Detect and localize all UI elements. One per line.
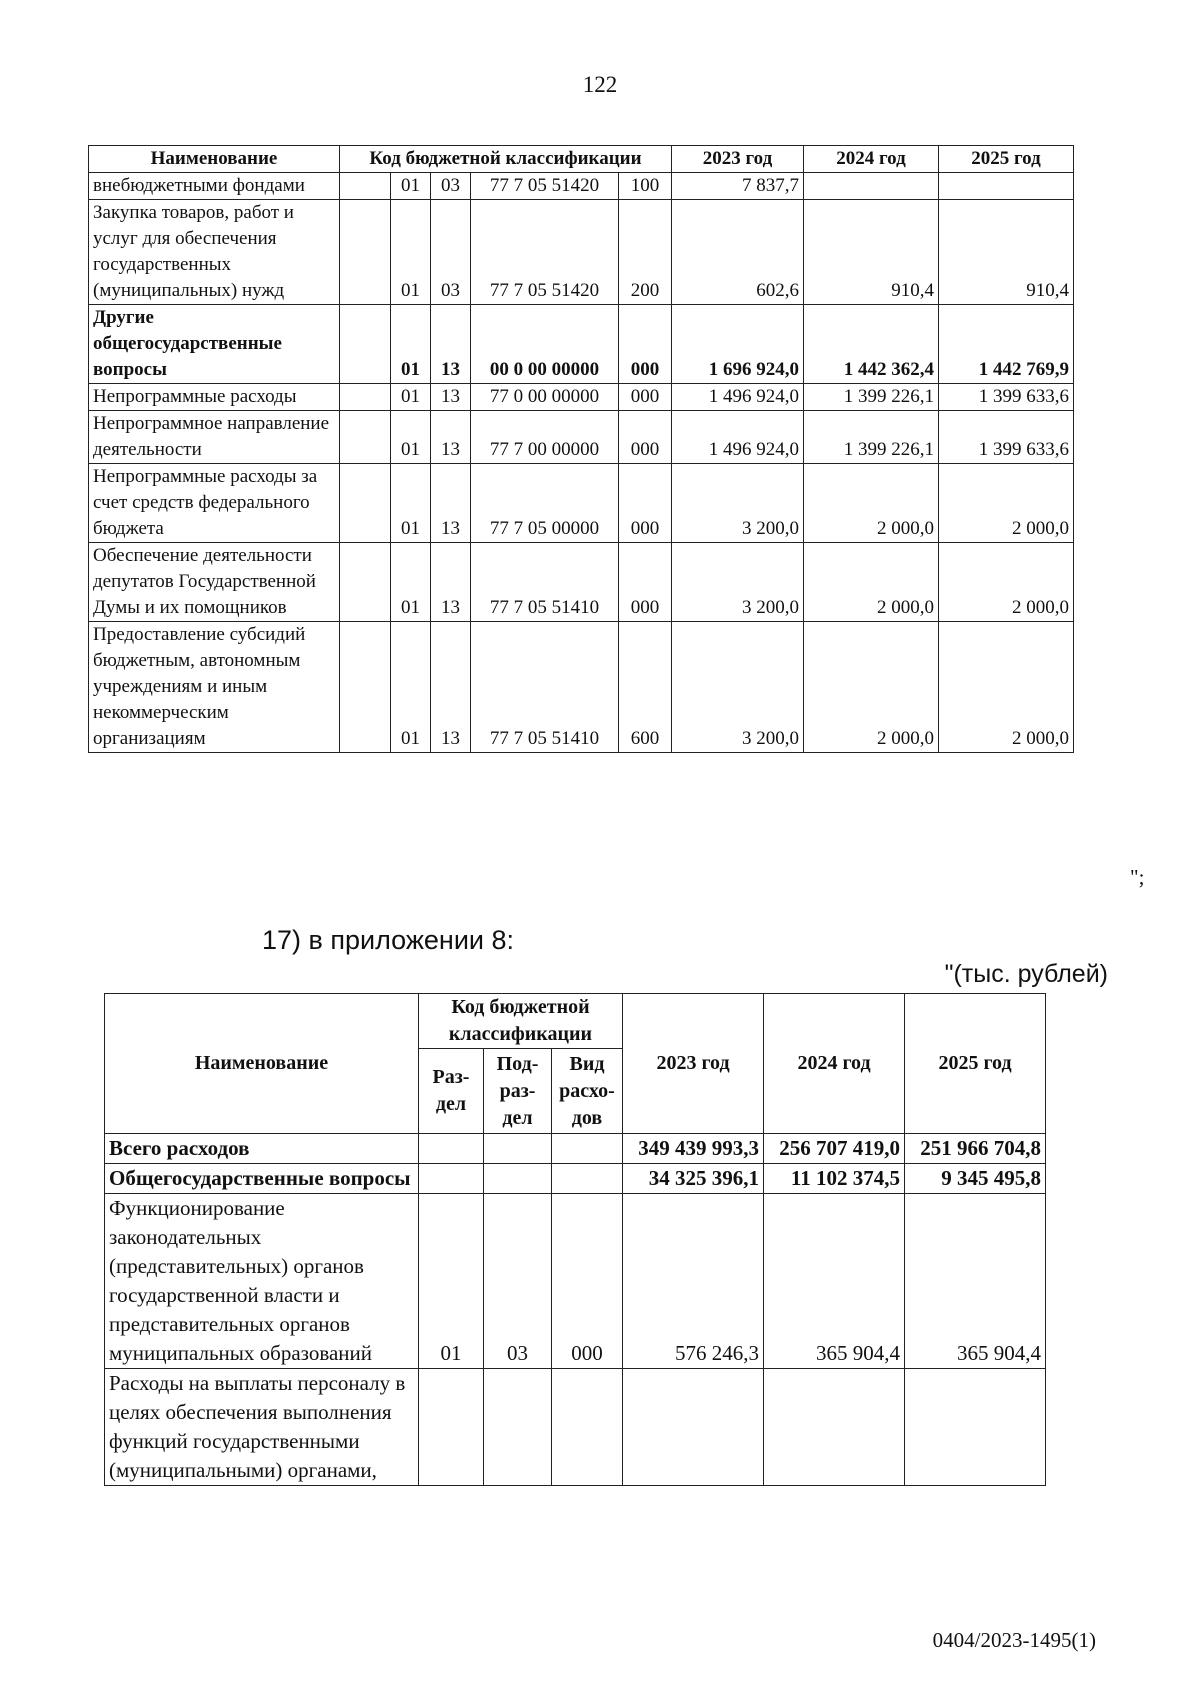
row-2024: 2 000,0 bbox=[804, 622, 939, 753]
header-2024: 2024 год bbox=[804, 146, 939, 173]
row-podrazdel: 13 bbox=[431, 464, 471, 543]
row-2023: 1 496 924,0 bbox=[672, 411, 804, 464]
empty-cell bbox=[340, 543, 391, 622]
row-2023: 602,6 bbox=[672, 200, 804, 305]
row-podrazdel: 03 bbox=[431, 200, 471, 305]
t2-header-2023: 2023 год bbox=[623, 994, 764, 1134]
row-2024: 1 399 226,1 bbox=[804, 384, 939, 411]
row-csr: 77 7 05 51420 bbox=[471, 173, 619, 200]
budget-table-1 bbox=[88, 145, 1074, 753]
row-razdel: 01 bbox=[391, 543, 431, 622]
t2-header-podrazdel: Под-раз-дел bbox=[484, 1049, 552, 1134]
table-row bbox=[89, 622, 1074, 753]
row-2025: 251 966 704,8 bbox=[905, 1134, 1046, 1164]
row-name: Расходы на выплаты персоналу в целях обеспечения выполнения функций государственными (муниципальными) органами, bbox=[105, 1369, 419, 1486]
row-csr: 77 0 00 00000 bbox=[471, 384, 619, 411]
empty-cell bbox=[340, 411, 391, 464]
row-2024 bbox=[804, 173, 939, 200]
row-podrazdel: 13 bbox=[431, 543, 471, 622]
row-2023: 3 200,0 bbox=[672, 464, 804, 543]
row-csr: 77 7 05 51420 bbox=[471, 200, 619, 305]
row-csr: 77 7 05 51410 bbox=[471, 543, 619, 622]
row-vr: 000 bbox=[619, 464, 672, 543]
row-name: Предоставление субсидий бюджетным, автономным учреждениям и иным некоммерческим организациям bbox=[89, 622, 340, 753]
row-vr: 000 bbox=[619, 411, 672, 464]
row-2025: 2 000,0 bbox=[939, 464, 1074, 543]
row-podrazdel bbox=[484, 1134, 552, 1164]
t2-header-code: Код бюджетной классификации bbox=[419, 994, 623, 1049]
row-name: Обеспечение деятельности депутатов Государственной Думы и их помощников bbox=[89, 543, 340, 622]
row-2025: 1 399 633,6 bbox=[939, 411, 1074, 464]
row-vr: 200 bbox=[619, 200, 672, 305]
row-vr: 100 bbox=[619, 173, 672, 200]
row-razdel: 01 bbox=[391, 200, 431, 305]
row-2023: 1 496 924,0 bbox=[672, 384, 804, 411]
row-name: Другие общегосударственные вопросы bbox=[89, 305, 340, 384]
row-2025: 2 000,0 bbox=[939, 622, 1074, 753]
empty-cell bbox=[340, 384, 391, 411]
header-name: Наименование bbox=[89, 146, 340, 173]
row-2023 bbox=[623, 1369, 764, 1486]
row-razdel: 01 bbox=[391, 384, 431, 411]
row-razdel: 01 bbox=[391, 464, 431, 543]
row-2023: 576 246,3 bbox=[623, 1194, 764, 1369]
empty-cell bbox=[340, 464, 391, 543]
row-razdel: 01 bbox=[419, 1194, 484, 1369]
row-2025: 9 345 495,8 bbox=[905, 1164, 1046, 1194]
row-vr: 000 bbox=[619, 543, 672, 622]
row-2024: 2 000,0 bbox=[804, 543, 939, 622]
table-row bbox=[89, 543, 1074, 622]
table-row bbox=[89, 305, 1074, 384]
row-2024: 256 707 419,0 bbox=[764, 1134, 905, 1164]
row-name: Непрограммное направление деятельности bbox=[89, 411, 340, 464]
document-code: 0404/2023-1495(1) bbox=[932, 1628, 1096, 1652]
row-name: Всего расходов bbox=[105, 1134, 419, 1164]
row-2025 bbox=[905, 1369, 1046, 1486]
t2-header-name: Наименование bbox=[105, 994, 419, 1134]
t2-header-2024: 2024 год bbox=[764, 994, 905, 1134]
table-row bbox=[105, 1164, 1046, 1194]
row-razdel: 01 bbox=[391, 305, 431, 384]
closing-quote: "; bbox=[1130, 865, 1145, 889]
row-podrazdel bbox=[484, 1369, 552, 1486]
table-row bbox=[105, 1194, 1046, 1369]
row-name: Закупка товаров, работ и услуг для обеспечения государственных (муниципальных) нужд bbox=[89, 200, 340, 305]
row-vr: 600 bbox=[619, 622, 672, 753]
row-razdel bbox=[419, 1164, 484, 1194]
table-row bbox=[89, 464, 1074, 543]
row-vr bbox=[552, 1134, 623, 1164]
table-row bbox=[89, 173, 1074, 200]
row-razdel: 01 bbox=[391, 622, 431, 753]
row-2025: 2 000,0 bbox=[939, 543, 1074, 622]
t2-header-razdel: Раз-дел bbox=[419, 1049, 484, 1134]
table-row bbox=[89, 411, 1074, 464]
row-name: внебюджетными фондами bbox=[89, 173, 340, 200]
row-podrazdel: 03 bbox=[484, 1194, 552, 1369]
row-2025: 1 442 769,9 bbox=[939, 305, 1074, 384]
row-2024: 2 000,0 bbox=[804, 464, 939, 543]
budget-table-2 bbox=[104, 993, 1046, 1486]
row-2025: 910,4 bbox=[939, 200, 1074, 305]
row-csr: 77 7 00 00000 bbox=[471, 411, 619, 464]
empty-cell bbox=[340, 622, 391, 753]
empty-cell bbox=[340, 305, 391, 384]
row-2024: 365 904,4 bbox=[764, 1194, 905, 1369]
table-row bbox=[89, 200, 1074, 305]
row-2024 bbox=[764, 1369, 905, 1486]
row-2024: 1 442 362,4 bbox=[804, 305, 939, 384]
table-row bbox=[105, 1369, 1046, 1486]
row-podrazdel: 13 bbox=[431, 305, 471, 384]
header-code: Код бюджетной классификации bbox=[340, 146, 672, 173]
header-2025: 2025 год bbox=[939, 146, 1074, 173]
row-2023: 3 200,0 bbox=[672, 543, 804, 622]
row-vr: 000 bbox=[619, 384, 672, 411]
table-row bbox=[89, 384, 1074, 411]
row-razdel: 01 bbox=[391, 411, 431, 464]
row-podrazdel: 13 bbox=[431, 411, 471, 464]
row-csr: 77 7 05 00000 bbox=[471, 464, 619, 543]
row-2024: 1 399 226,1 bbox=[804, 411, 939, 464]
row-vr bbox=[552, 1164, 623, 1194]
row-2025 bbox=[939, 173, 1074, 200]
row-razdel: 01 bbox=[391, 173, 431, 200]
empty-cell bbox=[340, 173, 391, 200]
row-2024: 11 102 374,5 bbox=[764, 1164, 905, 1194]
row-2025: 1 399 633,6 bbox=[939, 384, 1074, 411]
row-vr: 000 bbox=[552, 1194, 623, 1369]
table1-header-row bbox=[89, 146, 1074, 173]
row-vr: 000 bbox=[619, 305, 672, 384]
row-2023: 7 837,7 bbox=[672, 173, 804, 200]
row-name: Непрограммные расходы bbox=[89, 384, 340, 411]
t2-header-vr: Вид расхо-дов bbox=[552, 1049, 623, 1134]
row-name: Общегосударственные вопросы bbox=[105, 1164, 419, 1194]
row-name: Непрограммные расходы за счет средств федерального бюджета bbox=[89, 464, 340, 543]
row-csr: 00 0 00 00000 bbox=[471, 305, 619, 384]
unit-note: "(тыс. рублей) bbox=[944, 960, 1108, 988]
row-2023: 3 200,0 bbox=[672, 622, 804, 753]
row-2025: 365 904,4 bbox=[905, 1194, 1046, 1369]
row-2023: 1 696 924,0 bbox=[672, 305, 804, 384]
table-row bbox=[105, 1134, 1046, 1164]
row-razdel bbox=[419, 1369, 484, 1486]
row-vr bbox=[552, 1369, 623, 1486]
row-name: Функционирование законодательных (представительных) органов государственной власти и представительных органов муниципальных образований bbox=[105, 1194, 419, 1369]
row-podrazdel bbox=[484, 1164, 552, 1194]
row-podrazdel: 13 bbox=[431, 384, 471, 411]
row-csr: 77 7 05 51410 bbox=[471, 622, 619, 753]
row-podrazdel: 13 bbox=[431, 622, 471, 753]
empty-cell bbox=[340, 200, 391, 305]
t2-header-2025: 2025 год bbox=[905, 994, 1046, 1134]
header-2023: 2023 год bbox=[672, 146, 804, 173]
row-podrazdel: 03 bbox=[431, 173, 471, 200]
section-title: 17) в приложении 8: bbox=[262, 925, 515, 955]
row-razdel bbox=[419, 1134, 484, 1164]
row-2024: 910,4 bbox=[804, 200, 939, 305]
page-number: 122 bbox=[582, 72, 618, 97]
row-2023: 34 325 396,1 bbox=[623, 1164, 764, 1194]
row-2023: 349 439 993,3 bbox=[623, 1134, 764, 1164]
